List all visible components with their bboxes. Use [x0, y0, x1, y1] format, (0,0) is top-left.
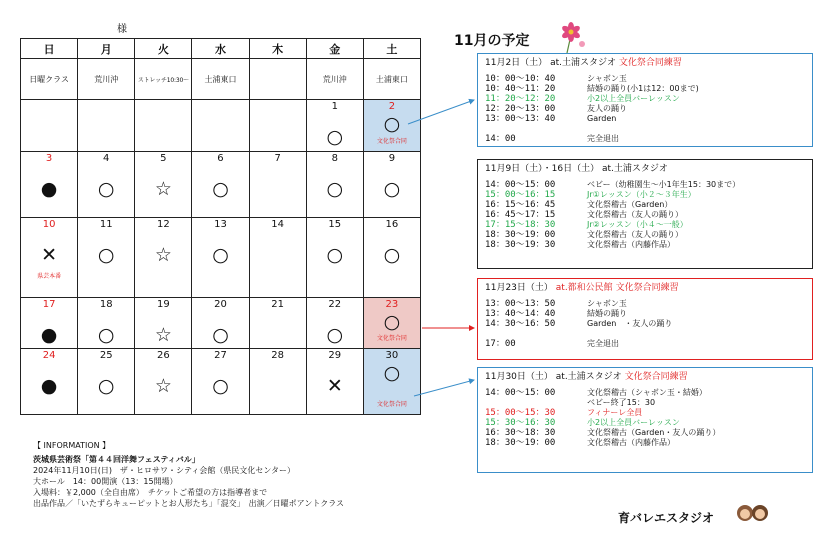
schedule-desc: 小2以上全員バーレッスン: [587, 418, 680, 427]
day-number: 2: [388, 101, 396, 112]
day-note: 文化祭合同: [376, 138, 407, 145]
schedule-desc: 結婚の踊り: [587, 309, 627, 318]
schedule-desc: Garden: [587, 114, 617, 123]
weekday-sat: 土: [363, 39, 420, 59]
day-number: 3: [45, 153, 53, 164]
day-number: 30: [385, 350, 399, 361]
schedule-time: 16：30～18：30: [485, 428, 556, 438]
weekday-mon: 月: [78, 39, 135, 59]
weekday-tue: 火: [135, 39, 192, 59]
box-venue: at.土浦スタジオ: [602, 164, 668, 174]
day-number: 29: [328, 350, 342, 361]
day-mark: ○: [97, 178, 115, 200]
day-number: 9: [388, 153, 396, 164]
schedule-time: 16：15～16：45: [485, 200, 556, 210]
schedule-time: 13：00～13：40: [485, 114, 556, 124]
day-mark: ○: [326, 178, 344, 200]
day-mark: ●: [40, 324, 58, 346]
schedule-time: 18：30～19：00: [485, 438, 556, 448]
schedule-time: 15：00～15：30: [485, 408, 556, 418]
day-number: 18: [99, 299, 113, 310]
day-number: 21: [271, 299, 284, 310]
schedule-desc: 文化祭稽古（シャボン玉・結婚）: [587, 388, 707, 397]
day-number: 19: [156, 299, 170, 310]
schedule-desc: 文化祭稽古（Garden・友人の踊り）: [587, 428, 721, 437]
schedule-desc: Jr②レッスン（小４～一般）: [587, 220, 688, 229]
class-tue: ストレッチ10:30～: [135, 59, 192, 100]
weekday-sun: 日: [21, 39, 78, 59]
studio-name: 育バレエスタジオ: [618, 511, 715, 525]
arrow-nov30: [414, 380, 474, 396]
day-number: 4: [103, 153, 110, 164]
box-event: 文化祭合同練習: [618, 58, 682, 68]
box-event: 文化祭合同練習: [615, 283, 679, 293]
schedule-desc: ベビー終了15：30: [587, 398, 656, 407]
schedule-time: 14：00～15：00: [485, 180, 556, 190]
day-mark: ○: [383, 178, 401, 200]
day-mark: ○: [383, 244, 401, 266]
schedule-desc: 文化祭稽古（内藤作品）: [587, 438, 675, 447]
schedule-desc: 文化祭稽古（内藤作品）: [587, 240, 675, 249]
box-venue: at.都和公民館: [555, 283, 613, 293]
schedule-desc: 結婚の踊り(小1は12：00まで): [587, 84, 699, 93]
schedule-desc: シャボン玉: [587, 299, 627, 308]
schedule-time: 12：20～13：00: [485, 104, 556, 114]
day-number: 14: [271, 219, 284, 230]
day-number: 11: [99, 219, 113, 230]
box-date: 11月30日（土）: [485, 372, 553, 382]
class-sat: 土浦東口: [363, 59, 420, 100]
day-mark: ○: [97, 244, 115, 266]
day-number: 7: [274, 153, 281, 164]
box-date: 11月9日（土）・16日（土）: [485, 164, 600, 174]
day-mark: ○: [212, 244, 229, 266]
box-date: 11月2日（土）: [485, 58, 548, 68]
weekday-thu: 木: [249, 39, 306, 59]
day-number: 20: [214, 299, 227, 310]
info-heading: 【 INFORMATION 】: [33, 441, 111, 450]
day-mark: ○: [383, 113, 401, 135]
day-note: 文化祭合同: [376, 335, 407, 342]
info-fee: 入場料：￥2,000（全自由席） チケットご希望の方は指導者まで: [33, 488, 268, 497]
day-number: 5: [160, 153, 167, 164]
day-number: 16: [385, 219, 399, 230]
info-date: 2024年11月10日(日) ザ・ヒロサワ・シティ会館（県民文化センター）: [33, 466, 295, 475]
sama-label: 様: [117, 24, 127, 35]
schedule-time: 16：45～17：15: [485, 210, 556, 220]
day-number: 17: [42, 299, 56, 310]
schedule-time: 13：00～13：50: [485, 299, 556, 309]
day-number: 26: [156, 350, 170, 361]
day-number: 15: [328, 219, 342, 230]
end-label: 完全退出: [587, 339, 619, 348]
box-venue: at.土浦スタジオ: [550, 58, 616, 68]
day-number: 13: [214, 219, 227, 230]
schedule-desc: Jr①レッスン（小２～３年生）: [587, 190, 696, 199]
end-label: 完全退出: [587, 134, 619, 143]
schedule-time: 14：30～16：50: [485, 319, 556, 329]
day-mark: ☆: [154, 375, 172, 397]
end-time: 14：00: [485, 134, 516, 144]
class-wed: 土浦東口: [192, 59, 249, 100]
day-number: 6: [217, 153, 224, 164]
schedule-desc: ベビー（幼稚園生～小1年生15：30まで）: [587, 180, 741, 189]
schedule-desc: 文化祭稽古（Garden）: [587, 200, 673, 209]
day-number: 23: [385, 299, 399, 310]
schedule-time: 18：30～19：00: [485, 230, 556, 240]
day-mark: ○: [326, 244, 344, 266]
schedule-time: 18：30～19：30: [485, 240, 556, 250]
schedule-time: 10：40～11：20: [485, 84, 556, 94]
schedule-time: 10：00～10：40: [485, 74, 556, 84]
end-time: 17：00: [485, 339, 516, 349]
day-mark: ○: [326, 324, 344, 346]
day-mark: ☆: [154, 324, 172, 346]
class-sun: 日曜クラス: [21, 59, 78, 100]
schedule-time: 15：30～16：30: [485, 418, 556, 428]
day-mark: ○: [212, 178, 229, 200]
day-mark: ✕: [326, 375, 343, 397]
day-number: 24: [42, 350, 56, 361]
day-number: 28: [271, 350, 284, 361]
weekday-fri: 金: [306, 39, 363, 59]
schedule-desc: Garden ・友人の踊り: [587, 319, 673, 328]
day-note: 県芸本番: [37, 273, 62, 280]
schedule-time: 11：20～12：20: [485, 94, 556, 104]
schedule-desc: フィナーレ全員: [587, 408, 643, 417]
day-note: 文化祭合同: [376, 401, 407, 408]
day-number: 8: [331, 153, 338, 164]
info-hall: 大ホール 14：00開演（13：15開場）: [33, 477, 178, 486]
class-mon: 荒川沖: [78, 59, 135, 100]
day-number: 10: [42, 219, 56, 230]
day-number: 25: [99, 350, 113, 361]
month-title: 11月の予定: [454, 33, 530, 49]
day-mark: ☆: [154, 178, 172, 200]
weekday-wed: 水: [192, 39, 249, 59]
schedule-desc: 友人の踊り: [587, 104, 627, 113]
day-number: 12: [156, 219, 170, 230]
info-title: 茨城県芸術祭「第４４回洋舞フェスティバル」: [33, 455, 200, 464]
box-event: 文化祭合同練習: [624, 372, 688, 382]
box-date: 11月23日（土）: [485, 283, 553, 293]
box-venue: at.土浦スタジオ: [555, 372, 622, 382]
dancers-icon: [733, 500, 773, 528]
schedule-time: 13：40～14：40: [485, 309, 556, 319]
schedule-time: 14：00～15：00: [485, 388, 556, 398]
schedule-desc: 文化祭稽古（友人の踊り）: [587, 230, 683, 239]
arrow-nov2: [408, 100, 474, 124]
schedule-desc: シャボン玉: [587, 74, 627, 83]
day-mark: ○: [212, 375, 229, 397]
day-mark: ○: [97, 324, 115, 346]
day-mark: ○: [383, 311, 401, 333]
class-fri: 荒川沖: [306, 59, 363, 100]
schedule-time: 15：00～16：15: [485, 190, 556, 200]
schedule-time: 17：15～18：30: [485, 220, 556, 230]
schedule-desc: 文化祭稽古（友人の踊り）: [587, 210, 683, 219]
day-mark: ○: [383, 362, 401, 384]
day-number: 22: [328, 299, 342, 310]
day-mark: ○: [212, 324, 229, 346]
day-mark: ○: [326, 126, 344, 148]
info-works: 出品作品／「いたずらキューピットとお人形たち」「混交」 出演／日曜ポアントクラス: [33, 499, 344, 508]
day-mark: ☆: [154, 244, 172, 266]
day-number: 27: [214, 350, 227, 361]
day-mark: ●: [40, 178, 58, 200]
day-mark: ○: [97, 375, 115, 397]
day-mark: ●: [40, 375, 58, 397]
day-mark: ✕: [41, 244, 58, 266]
day-number: 1: [331, 101, 338, 112]
schedule-desc: 小2以上全員バーレッスン: [587, 94, 680, 103]
